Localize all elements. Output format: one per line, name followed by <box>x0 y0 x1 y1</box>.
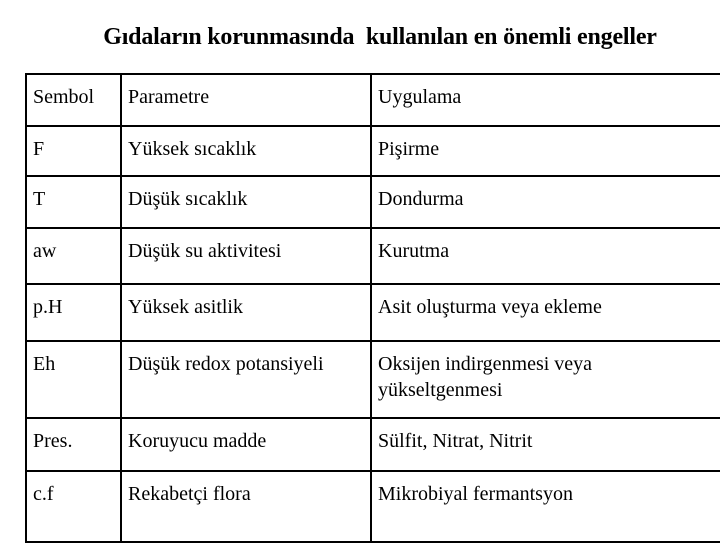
symbol-cell: Eh <box>26 341 121 418</box>
symbol-cell: Pres. <box>26 418 121 471</box>
symbol-cell: p.H <box>26 284 121 341</box>
parameter-cell: Koruyucu madde <box>121 418 371 471</box>
parameter-cell: Yüksek sıcaklık <box>121 126 371 176</box>
header-cell-parameter: Parametre <box>121 74 371 126</box>
page-title: Gıdaların korunmasında kullanılan en önemli engeller <box>103 24 657 50</box>
table-row <box>26 126 720 176</box>
table-row <box>26 471 720 542</box>
application-cell: Pişirme <box>371 126 720 176</box>
table-row <box>26 418 720 471</box>
symbol-cell: T <box>26 176 121 228</box>
barriers-table <box>25 73 720 543</box>
application-cell: Sülfit, Nitrat, Nitrit <box>371 418 720 471</box>
parameter-cell: Düşük sıcaklık <box>121 176 371 228</box>
table-header-row <box>26 74 720 126</box>
parameter-cell: Rekabetçi flora <box>121 471 371 542</box>
application-cell: Kurutma <box>371 228 720 284</box>
table-row <box>26 228 720 284</box>
table-row <box>26 176 720 228</box>
table-row <box>26 284 720 341</box>
symbol-cell: c.f <box>26 471 121 542</box>
application-cell: Oksijen indirgenmesi veya yükseltgenmesi <box>371 341 720 418</box>
parameter-cell: Düşük redox potansiyeli <box>121 341 371 418</box>
parameter-cell: Yüksek asitlik <box>121 284 371 341</box>
table-row <box>26 341 720 418</box>
symbol-cell: F <box>26 126 121 176</box>
application-cell: Mikrobiyal fermantsyon <box>371 471 720 542</box>
application-cell: Dondurma <box>371 176 720 228</box>
header-cell-symbol: Sembol <box>26 74 121 126</box>
header-cell-application: Uygulama <box>371 74 720 126</box>
symbol-cell: aw <box>26 228 121 284</box>
parameter-cell: Düşük su aktivitesi <box>121 228 371 284</box>
application-cell: Asit oluşturma veya ekleme <box>371 284 720 341</box>
